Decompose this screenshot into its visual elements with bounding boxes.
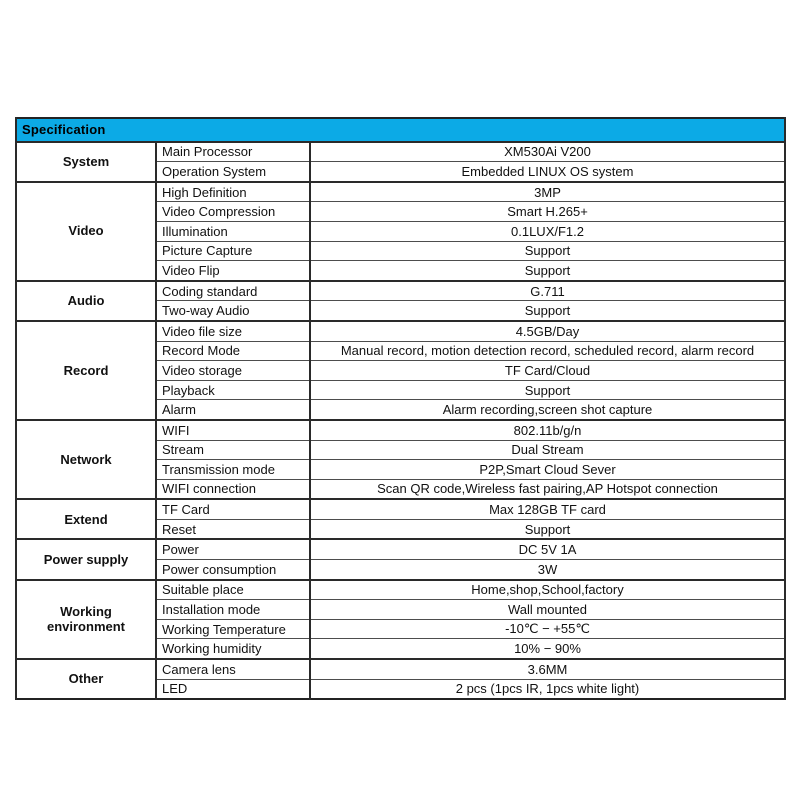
spec-label: Transmission mode bbox=[156, 460, 310, 480]
spec-value: -10℃ − +55℃ bbox=[310, 619, 785, 639]
spec-label: Video file size bbox=[156, 321, 310, 341]
spec-label: Playback bbox=[156, 380, 310, 400]
spec-value: Smart H.265+ bbox=[310, 202, 785, 222]
spec-label: TF Card bbox=[156, 499, 310, 519]
spec-row bbox=[16, 499, 785, 519]
spec-row bbox=[16, 420, 785, 440]
spec-label: Working humidity bbox=[156, 639, 310, 659]
spec-row bbox=[16, 539, 785, 559]
spec-value: Home,shop,School,factory bbox=[310, 580, 785, 600]
spec-value: Embedded LINUX OS system bbox=[310, 162, 785, 182]
spec-value: Max 128GB TF card bbox=[310, 499, 785, 519]
spec-label: Video Compression bbox=[156, 202, 310, 222]
spec-value: Wall mounted bbox=[310, 600, 785, 620]
spec-row bbox=[16, 182, 785, 202]
spec-label: WIFI bbox=[156, 420, 310, 440]
table-header-row bbox=[16, 118, 785, 142]
spec-label: Main Processor bbox=[156, 142, 310, 162]
spec-label: Record Mode bbox=[156, 341, 310, 361]
spec-value: Support bbox=[310, 241, 785, 261]
spec-label: Operation System bbox=[156, 162, 310, 182]
spec-value: 802.11b/g/n bbox=[310, 420, 785, 440]
spec-label: Camera lens bbox=[156, 659, 310, 679]
spec-value: Manual record, motion detection record, scheduled record, alarm record bbox=[310, 341, 785, 361]
spec-label: Video storage bbox=[156, 361, 310, 381]
category-other: Other bbox=[16, 659, 156, 699]
spec-row bbox=[16, 659, 785, 679]
spec-value: Support bbox=[310, 380, 785, 400]
spec-value: 4.5GB/Day bbox=[310, 321, 785, 341]
category-audio: Audio bbox=[16, 281, 156, 321]
spec-value: P2P,Smart Cloud Sever bbox=[310, 460, 785, 480]
category-record: Record bbox=[16, 321, 156, 420]
spec-value: XM530Ai V200 bbox=[310, 142, 785, 162]
spec-row bbox=[16, 142, 785, 162]
spec-label: Power bbox=[156, 539, 310, 559]
spec-value: Scan QR code,Wireless fast pairing,AP Hotspot connection bbox=[310, 479, 785, 499]
spec-label: Power consumption bbox=[156, 560, 310, 580]
spec-label: High Definition bbox=[156, 182, 310, 202]
spec-value: Dual Stream bbox=[310, 440, 785, 460]
spec-value: 10% − 90% bbox=[310, 639, 785, 659]
spec-value: 3W bbox=[310, 560, 785, 580]
spec-label: Video Flip bbox=[156, 261, 310, 281]
category-working-environment: Working environment bbox=[16, 580, 156, 659]
table-title: Specification bbox=[16, 118, 785, 142]
spec-value: Support bbox=[310, 519, 785, 539]
spec-value: Alarm recording,screen shot capture bbox=[310, 400, 785, 420]
spec-label: Suitable place bbox=[156, 580, 310, 600]
spec-label: Working Temperature bbox=[156, 619, 310, 639]
spec-label: Alarm bbox=[156, 400, 310, 420]
spec-row bbox=[16, 321, 785, 341]
spec-label: Illumination bbox=[156, 221, 310, 241]
spec-row bbox=[16, 580, 785, 600]
spec-label: Installation mode bbox=[156, 600, 310, 620]
spec-value: TF Card/Cloud bbox=[310, 361, 785, 381]
spec-label: LED bbox=[156, 679, 310, 699]
spec-label: Coding standard bbox=[156, 281, 310, 301]
spec-label: WIFI connection bbox=[156, 479, 310, 499]
category-power-supply: Power supply bbox=[16, 539, 156, 579]
category-network: Network bbox=[16, 420, 156, 499]
spec-value: DC 5V 1A bbox=[310, 539, 785, 559]
spec-label: Stream bbox=[156, 440, 310, 460]
spec-value: G.711 bbox=[310, 281, 785, 301]
spec-value: 3MP bbox=[310, 182, 785, 202]
category-system: System bbox=[16, 142, 156, 182]
spec-value: 3.6MM bbox=[310, 659, 785, 679]
spec-row bbox=[16, 281, 785, 301]
spec-value: 0.1LUX/F1.2 bbox=[310, 221, 785, 241]
category-extend: Extend bbox=[16, 499, 156, 539]
spec-label: Picture Capture bbox=[156, 241, 310, 261]
category-video: Video bbox=[16, 182, 156, 281]
spec-value: Support bbox=[310, 301, 785, 321]
spec-label: Reset bbox=[156, 519, 310, 539]
spec-label: Two-way Audio bbox=[156, 301, 310, 321]
spec-value: Support bbox=[310, 261, 785, 281]
spec-value: 2 pcs (1pcs IR, 1pcs white light) bbox=[310, 679, 785, 699]
spec-table bbox=[15, 117, 786, 700]
